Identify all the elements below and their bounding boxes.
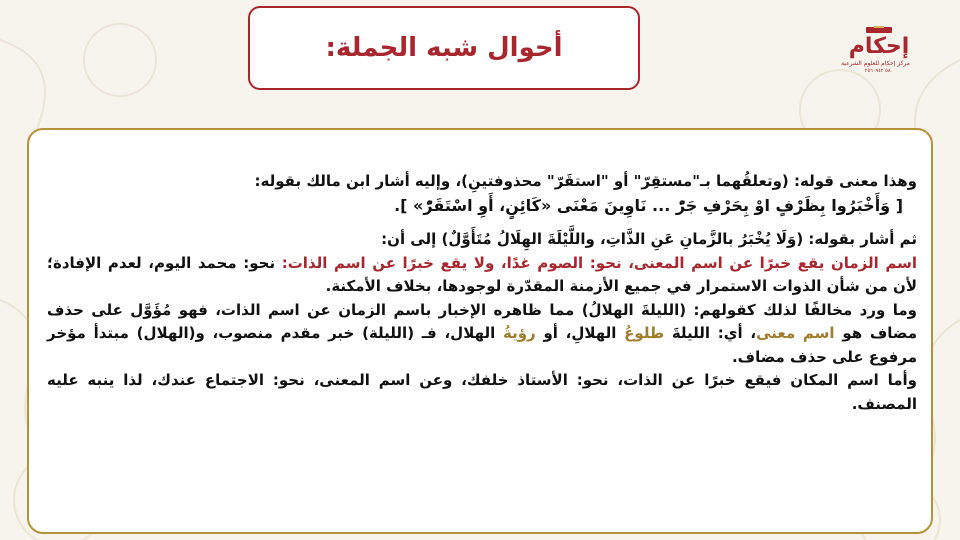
exception-text-a: وما ورد مخالفًا لذلك كقولهم: (الليلةَ الهلالُ) مما ظاهره الإخبار باسم الزمان عن اسم الذات، فهو مُؤَوَّل على حذف مضاف هو: [47, 300, 917, 342]
paragraph-place: وأما اسم المكان فيقع خبرًا عن الذات، نحو: الأستاذ خلفك، وعن اسم المعنى، نحو: الاجتماع عندك، لذا ينبه عليه المصنف.: [47, 371, 917, 413]
logo-number: ٥٨٠ ٢٥٦٠٩٤٢: [864, 68, 894, 74]
content-panel: [27, 128, 933, 534]
title-banner: [248, 6, 640, 90]
logo: [841, 26, 910, 92]
highlight-ism-maana: اسم معنى: [756, 324, 835, 342]
logo-emblem-icon: [854, 26, 904, 34]
verse-line: [ وَأَخْبَرُوا بِظَرْفٍ اوْ بِحَرْفِ جَرّْ ... نَاوِينَ مَعْنَى «كَائِنٍ، أَوِ اسْتَقَرّْ» ].: [394, 195, 903, 215]
paragraph-reference: ثم أشار بقوله: (وَلَا يُخْبَرُ بالزَّمانِ عَنِ الذَّاتِ، واللَّيْلَةَ الهِلَالُ مُتَأَوَّلٌ) إلى أن:: [381, 230, 917, 248]
rule-continuation: نحو: محمد اليوم، لعدم الإفادة؛ لأن من شأن الذوات الاستمرار في جميع الأزمنة المقدّرة لوجودها، بخلاف الأمكنة.: [47, 253, 917, 295]
highlight-tuluu: طلوعُ: [624, 324, 665, 342]
paragraph-intro: وهذا معنى قوله: (وتعلقُهما بـ"مستقِرّ" أو "استقَرّ" محذوفتينِ)، وإليه أشار ابن مالك بقوله:: [254, 172, 917, 190]
logo-wordmark: إحكام: [848, 34, 910, 59]
paragraph-exception: [47, 299, 917, 370]
paragraph-rule: [47, 252, 917, 299]
page-title: أحوال شبه الجملة:: [325, 33, 563, 63]
content-body: [47, 170, 917, 416]
exception-text-c: الهلالِ، أو: [535, 324, 625, 342]
highlight-ruya: رؤيةُ: [503, 324, 536, 342]
exception-text-d: الهلال، فـ (الليلة) خبر مقدم منصوب، و(الهلال) مبتدأ مؤخر مرفوع على حذف مضاف.: [47, 324, 917, 366]
exception-text-b: ، أي: الليلةَ: [664, 324, 757, 342]
rule-highlight: اسم الزمان يقع خبرًا عن اسم المعنى، نحو: الصوم غدًا، ولا يقع خبرًا عن اسم الذات:: [281, 253, 918, 272]
logo-subtitle: مركز إحكام للعلوم الشرعية: [841, 60, 910, 67]
